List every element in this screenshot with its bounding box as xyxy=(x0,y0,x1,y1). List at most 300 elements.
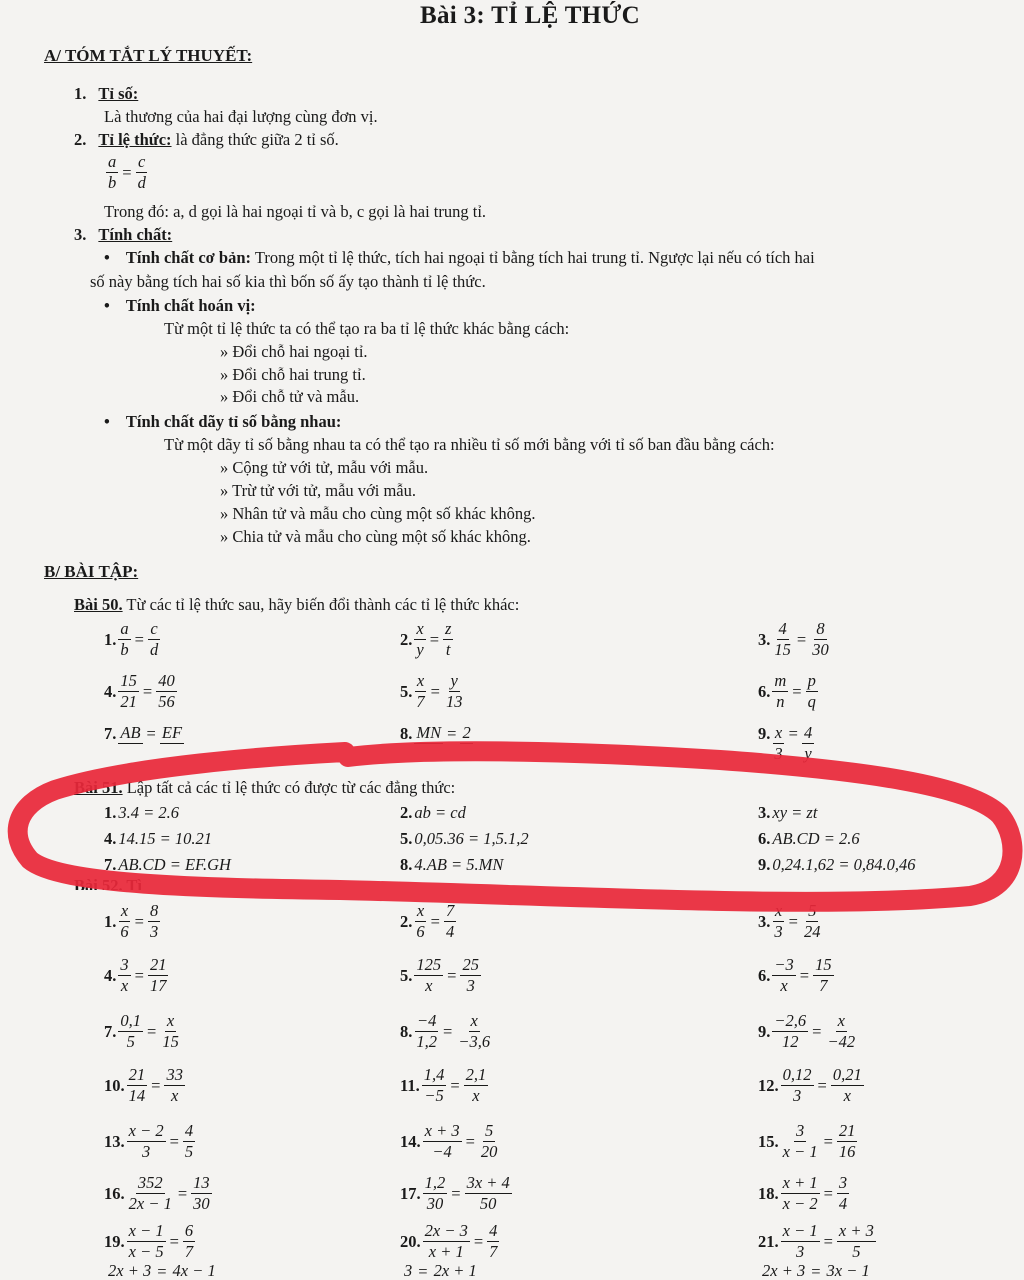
fraction xyxy=(183,1222,195,1262)
fraction xyxy=(460,956,481,996)
numerator: 352 xyxy=(136,1174,165,1194)
numerator: 2x + 3 xyxy=(760,1262,807,1280)
fraction xyxy=(432,1262,479,1280)
numerator: EF xyxy=(160,724,184,744)
equals-sign: = xyxy=(134,911,144,931)
denominator: t xyxy=(445,640,451,660)
item-number: 1. xyxy=(104,629,117,649)
item-number: 3. xyxy=(74,225,87,244)
exercise-item xyxy=(758,1122,859,1162)
fraction xyxy=(183,1122,195,1162)
denominator: 30 xyxy=(426,1194,444,1214)
bai51-header xyxy=(74,778,455,798)
bai50-header xyxy=(74,595,519,615)
denominator: d xyxy=(137,173,146,193)
denominator: −4 xyxy=(432,1142,452,1162)
equal-ratios-item: » Chia tử và mẫu cho cùng một số khác không. xyxy=(220,527,531,546)
denominator xyxy=(168,744,176,763)
fraction xyxy=(837,1174,849,1214)
equation: ab = cd xyxy=(414,803,466,822)
item-number: 9. xyxy=(758,855,771,874)
equal-ratios-item: » Trừ tử với tử, mẫu với mẫu. xyxy=(220,481,417,500)
exercise-text: Từ các tỉ lệ thức sau, hãy biến đổi thành các tỉ lệ thức khác: xyxy=(122,595,520,614)
item-number: 19. xyxy=(104,1231,125,1251)
denominator: 5 xyxy=(852,1242,861,1262)
item-number: 10. xyxy=(104,1075,125,1095)
numerator: 5 xyxy=(806,902,818,922)
fraction xyxy=(443,620,453,660)
denominator: 6 xyxy=(416,922,425,942)
denominator: 50 xyxy=(479,1194,497,1214)
property-label: Tính chất cơ bản: xyxy=(125,248,252,267)
denominator: 4 xyxy=(838,1194,848,1214)
exercise-item xyxy=(104,829,212,849)
numerator: c xyxy=(136,153,147,173)
property-label: Tính chất hoán vị: xyxy=(125,296,256,315)
fraction xyxy=(810,620,831,660)
item-number: 12. xyxy=(758,1075,779,1095)
item-number: 8. xyxy=(400,724,413,743)
exercise-item xyxy=(758,672,820,712)
item-number: 11. xyxy=(400,1075,420,1095)
numerator: 4x − 1 xyxy=(171,1262,218,1280)
definition-note: Trong đó: a, d gọi là hai ngoại tỉ và b, c gọi là hai trung tỉ. xyxy=(104,202,487,221)
equals-sign: = xyxy=(147,1021,157,1041)
denominator: 15 xyxy=(774,640,791,660)
numerator: x xyxy=(119,902,130,922)
equals-sign: = xyxy=(169,1231,179,1251)
numerator: 3x + 4 xyxy=(465,1174,512,1194)
fraction xyxy=(831,1066,864,1106)
denominator: x − 5 xyxy=(128,1242,164,1262)
denominator: n xyxy=(776,692,785,712)
equation: 0,24.1,62 = 0,84.0,46 xyxy=(772,855,916,874)
numerator: 8 xyxy=(814,620,826,640)
denominator: 30 xyxy=(193,1194,210,1214)
numerator: 6 xyxy=(183,1222,195,1242)
numerator: x xyxy=(836,1012,847,1032)
denominator: 12 xyxy=(782,1032,799,1052)
exercise-item xyxy=(400,902,458,942)
item-number: 4. xyxy=(104,829,117,848)
item-number: 2. xyxy=(400,803,413,822)
item-number: 5. xyxy=(400,965,413,985)
denominator: −5 xyxy=(424,1086,444,1106)
denominator: 5 xyxy=(184,1142,194,1162)
equals-sign: = xyxy=(811,1262,821,1280)
numerator: 2x − 3 xyxy=(423,1222,470,1242)
numerator: 33 xyxy=(164,1066,185,1086)
equals-sign: = xyxy=(465,1131,475,1151)
denominator: b xyxy=(120,640,129,660)
fraction xyxy=(118,620,130,660)
numerator: 3 xyxy=(118,956,130,976)
fraction xyxy=(156,672,177,712)
equals-sign: = xyxy=(451,1183,461,1203)
denominator: 6 xyxy=(120,922,129,942)
item-number: 1. xyxy=(104,911,117,931)
equal-ratios-item: » Nhân tử và mẫu cho cùng một số khác không. xyxy=(220,504,536,523)
item-text: là đẳng thức giữa 2 tỉ số. xyxy=(171,130,339,149)
denominator: 21 xyxy=(120,692,137,712)
fraction xyxy=(127,1066,148,1106)
item-number: 2. xyxy=(74,130,87,149)
denominator: x xyxy=(780,976,788,996)
exercise-item xyxy=(104,1222,197,1262)
section-b-heading: B/ BÀI TẬP: xyxy=(44,562,139,581)
numerator: 4 xyxy=(802,724,814,744)
equation: xy = zt xyxy=(772,803,818,822)
item-number: 8. xyxy=(400,1021,413,1041)
numerator: 2x + 3 xyxy=(106,1262,153,1280)
item-number: 9. xyxy=(758,1021,771,1041)
fraction xyxy=(772,956,795,996)
exercise-item xyxy=(104,803,179,823)
fraction xyxy=(772,620,793,660)
bai52-header: Bài 52. Tì xyxy=(74,876,143,890)
exercise-item xyxy=(758,956,836,996)
denominator: 56 xyxy=(158,692,175,712)
theory-item-1-text: Là thương của hai đại lượng cùng đơn vị. xyxy=(104,107,378,126)
exercise-item xyxy=(400,1222,501,1262)
numerator: x xyxy=(773,902,784,922)
fraction xyxy=(148,902,160,942)
fraction xyxy=(837,1222,876,1262)
numerator: x xyxy=(469,1012,480,1032)
item-number: 2. xyxy=(400,629,413,649)
exercise-item xyxy=(104,672,179,712)
item-number: 3. xyxy=(758,803,771,822)
item-number: 2. xyxy=(400,911,413,931)
denominator: 3 xyxy=(774,922,783,942)
numerator: 15 xyxy=(118,672,139,692)
fraction xyxy=(414,672,426,712)
denominator: 1,2 xyxy=(416,1032,437,1052)
fraction xyxy=(460,724,472,764)
equals-sign: = xyxy=(817,1075,827,1095)
numerator: z xyxy=(443,620,453,640)
numerator: 3x − 1 xyxy=(825,1262,872,1280)
fraction xyxy=(479,1122,500,1162)
exercise-item xyxy=(400,803,466,823)
equals-sign: = xyxy=(177,1183,188,1203)
numerator: a xyxy=(118,620,130,640)
denominator: y xyxy=(804,744,812,764)
item-number: 4. xyxy=(104,681,117,701)
item-label: Tỉ số: xyxy=(98,84,139,103)
fraction xyxy=(148,956,169,996)
theory-item-1 xyxy=(74,84,138,104)
fraction-right xyxy=(136,153,148,193)
fraction xyxy=(414,1012,439,1052)
item-number: 16. xyxy=(104,1183,125,1203)
exercise-item xyxy=(400,956,483,996)
fraction xyxy=(423,1222,470,1262)
fraction xyxy=(825,1012,857,1052)
exercise-item xyxy=(758,620,833,660)
denominator: x − 1 xyxy=(782,1142,818,1162)
fraction xyxy=(160,724,184,764)
denominator: −42 xyxy=(827,1032,856,1052)
exercise-item xyxy=(104,855,231,875)
numerator: 8 xyxy=(148,902,160,922)
equals-sign: = xyxy=(447,965,457,985)
numerator: a xyxy=(106,153,118,173)
item-number: 14. xyxy=(400,1131,421,1151)
numerator: 21 xyxy=(148,956,169,976)
numerator: MN xyxy=(414,724,443,744)
numerator: 21 xyxy=(127,1066,148,1086)
numerator: 1,2 xyxy=(423,1174,448,1194)
property-text: Trong một tỉ lệ thức, tích hai ngoại tỉ bằng tích hai trung tỉ. Ngược lại nếu có tích hai xyxy=(251,248,815,267)
property-equal-ratios xyxy=(104,412,341,432)
fraction xyxy=(464,1066,489,1106)
equals-sign: = xyxy=(799,965,810,985)
equals-sign: = xyxy=(430,681,440,701)
denominator: 3 xyxy=(774,744,783,764)
exercise-item xyxy=(400,672,466,712)
fraction xyxy=(802,724,814,764)
exercise-item xyxy=(104,902,162,942)
exercise-item xyxy=(758,902,824,942)
page-title: Bài 3: TỈ LỆ THỨC xyxy=(420,2,640,29)
equals-sign: = xyxy=(430,911,440,931)
denominator: 7 xyxy=(819,976,828,996)
numerator: x xyxy=(415,902,426,922)
fraction xyxy=(772,724,784,764)
exercise-item xyxy=(104,1262,220,1280)
fraction xyxy=(423,1122,462,1162)
exercise-item xyxy=(400,1262,481,1280)
exercise-item xyxy=(400,855,503,875)
fraction xyxy=(118,902,130,942)
fraction xyxy=(423,1174,448,1214)
denominator: 3 xyxy=(149,922,159,942)
fraction xyxy=(127,1222,166,1262)
denominator: 24 xyxy=(803,922,821,942)
equals-sign: = xyxy=(146,724,156,743)
fraction xyxy=(444,902,456,942)
numerator: AB xyxy=(118,724,142,744)
equals-sign: = xyxy=(796,629,807,649)
fraction xyxy=(118,672,139,712)
numerator: 2,1 xyxy=(464,1066,489,1086)
denominator: 15 xyxy=(162,1032,179,1052)
denominator: 17 xyxy=(149,976,167,996)
item-number: 18. xyxy=(758,1183,779,1203)
equals-sign: = xyxy=(169,1131,179,1151)
denominator: y xyxy=(416,640,424,660)
equation: 4.AB = 5.MN xyxy=(414,855,504,874)
item-number: 13. xyxy=(104,1131,125,1151)
item-number: 5. xyxy=(400,681,413,701)
section-a-heading: A/ TÓM TẮT LÝ THUYẾT: xyxy=(44,46,253,65)
exercise-item xyxy=(400,829,529,849)
numerator: 125 xyxy=(414,956,443,976)
property-basic-cont: số này bằng tích hai số kia thì bốn số ấy tạo thành tỉ lệ thức. xyxy=(90,272,486,291)
equals-sign: = xyxy=(788,911,798,931)
equals-sign: = xyxy=(157,1262,167,1280)
item-number: 3. xyxy=(758,629,771,649)
item-number: 6. xyxy=(758,965,771,985)
denominator: 3 xyxy=(792,1086,802,1106)
fraction xyxy=(802,902,823,942)
exercise-item xyxy=(104,724,186,766)
fraction xyxy=(414,956,443,996)
equals-sign: = xyxy=(473,1231,484,1251)
numerator: x xyxy=(415,672,426,692)
numerator: 15 xyxy=(813,956,834,976)
fraction xyxy=(106,1262,153,1280)
exercise-item xyxy=(758,1174,851,1214)
equals-sign: = xyxy=(823,1183,833,1203)
exercise-item xyxy=(400,724,475,766)
fraction xyxy=(465,1174,512,1214)
fraction xyxy=(148,620,160,660)
equation: AB.CD = 2.6 xyxy=(772,829,860,848)
item-number: 9. xyxy=(758,724,771,743)
exercise-item xyxy=(104,1066,187,1106)
fraction xyxy=(422,1066,447,1106)
item-number: 5. xyxy=(400,829,413,848)
denominator: 7 xyxy=(416,692,425,712)
fraction-left xyxy=(106,153,118,193)
item-number: 6. xyxy=(758,829,771,848)
fraction xyxy=(760,1262,807,1280)
denominator: 7 xyxy=(489,1242,498,1262)
equals-sign: = xyxy=(443,1021,453,1041)
item-number: 8. xyxy=(400,855,413,874)
denominator: 30 xyxy=(812,640,829,660)
exercise-item xyxy=(400,1122,501,1162)
fraction xyxy=(118,724,142,764)
permutation-item: » Đổi chỗ hai trung tỉ. xyxy=(220,365,366,384)
numerator: x − 2 xyxy=(127,1122,166,1142)
fraction xyxy=(772,902,784,942)
numerator: p xyxy=(806,672,818,692)
denominator: d xyxy=(149,640,159,660)
fraction xyxy=(191,1174,212,1214)
item-number: 7. xyxy=(104,855,117,874)
numerator: 1,4 xyxy=(422,1066,447,1086)
fraction xyxy=(160,1012,181,1052)
exercise-item xyxy=(400,1174,514,1214)
equation: 14.15 = 10.21 xyxy=(118,829,213,848)
exercise-item xyxy=(758,724,816,766)
denominator: 5 xyxy=(126,1032,135,1052)
equation: 0,05.36 = 1,5.1,2 xyxy=(414,829,529,848)
equation: AB.CD = EF.GH xyxy=(118,855,231,874)
equals-sign: = xyxy=(134,629,144,649)
item-number: 1. xyxy=(74,84,87,103)
denominator: x xyxy=(171,1086,179,1106)
numerator: 0,12 xyxy=(781,1066,814,1086)
numerator: x − 1 xyxy=(781,1222,820,1242)
exercise-item xyxy=(758,803,817,823)
item-label: Tính chất: xyxy=(98,225,173,244)
numerator: 4 xyxy=(777,620,789,640)
denominator: 20 xyxy=(480,1142,498,1162)
fraction xyxy=(772,672,788,712)
numerator: 21 xyxy=(837,1122,858,1142)
exercise-item xyxy=(400,1066,490,1106)
equals-sign: = xyxy=(812,1021,822,1041)
fraction xyxy=(444,672,465,712)
equals-sign: = xyxy=(823,1231,833,1251)
fraction xyxy=(118,956,130,996)
fraction xyxy=(781,1222,820,1262)
fraction xyxy=(487,1222,499,1262)
numerator: x + 1 xyxy=(781,1174,820,1194)
permutation-intro: Từ một tỉ lệ thức ta có thể tạo ra ba tỉ lệ thức khác bằng cách: xyxy=(164,319,570,338)
denominator: x xyxy=(843,1086,851,1106)
fraction xyxy=(414,902,426,942)
denominator: 3 xyxy=(795,1242,805,1262)
fraction xyxy=(781,1174,820,1214)
numerator: x xyxy=(773,724,784,744)
numerator: 3 xyxy=(837,1174,849,1194)
denominator: 3 xyxy=(141,1142,151,1162)
theory-item-2 xyxy=(74,130,339,150)
denominator: 16 xyxy=(838,1142,856,1162)
exercise-item xyxy=(400,620,455,660)
item-number: 20. xyxy=(400,1231,421,1251)
equals-sign: = xyxy=(792,681,802,701)
numerator: y xyxy=(449,672,460,692)
exercise-item xyxy=(104,1012,183,1052)
numerator: c xyxy=(148,620,159,640)
denominator xyxy=(463,744,471,763)
numerator: 0,21 xyxy=(831,1066,864,1086)
fraction xyxy=(781,1066,814,1106)
item-number: 4. xyxy=(104,965,117,985)
denominator: 7 xyxy=(184,1242,194,1262)
fraction xyxy=(118,1012,143,1052)
fraction xyxy=(456,1012,492,1052)
fraction xyxy=(781,1122,820,1162)
exercise-item xyxy=(104,956,170,996)
exercise-item xyxy=(104,620,162,660)
exercise-label: Bài 50. xyxy=(74,595,123,614)
equals-sign: = xyxy=(823,1131,833,1151)
numerator: x + 3 xyxy=(837,1222,876,1242)
equals-sign: = xyxy=(418,1262,428,1280)
equals-sign: = xyxy=(447,724,457,743)
numerator: x − 1 xyxy=(127,1222,166,1242)
equation: 3.4 = 2.6 xyxy=(118,803,180,822)
numerator: −4 xyxy=(415,1012,438,1032)
item-label: Tỉ lệ thức: xyxy=(98,130,172,149)
numerator: x xyxy=(165,1012,176,1032)
item-number: 17. xyxy=(400,1183,421,1203)
item-number: 7. xyxy=(104,724,117,743)
denominator: 14 xyxy=(128,1086,146,1106)
item-number: 15. xyxy=(758,1131,779,1151)
numerator: 7 xyxy=(444,902,456,922)
exercise-item xyxy=(758,1262,874,1280)
fraction xyxy=(806,672,818,712)
permutation-item: » Đổi chỗ tử và mẫu. xyxy=(220,387,360,406)
numerator: x + 3 xyxy=(423,1122,462,1142)
denominator: q xyxy=(807,692,816,712)
exercise-item xyxy=(758,1066,866,1106)
denominator: x xyxy=(120,976,129,996)
denominator: 13 xyxy=(445,692,463,712)
exercise-item xyxy=(758,829,860,849)
exercise-item xyxy=(758,1012,859,1052)
definition-fraction xyxy=(104,153,150,193)
numerator: 3 xyxy=(794,1122,806,1142)
